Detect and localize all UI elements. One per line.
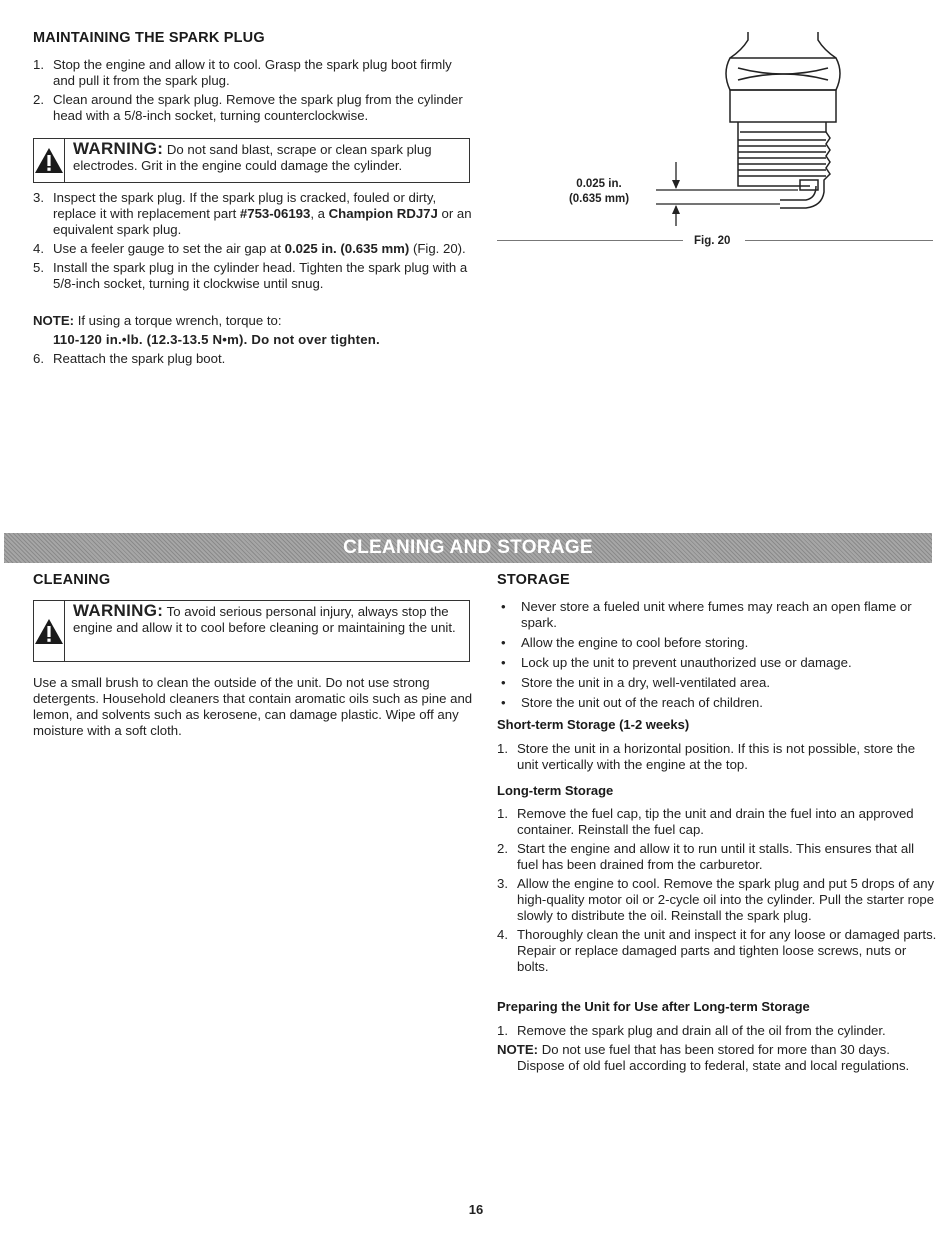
short-term-steps xyxy=(497,741,937,776)
spark-plug-steps-b xyxy=(33,190,473,295)
section-banner: CLEANING AND STORAGE xyxy=(4,533,932,563)
list-item: 1. Remove the spark plug and drain all of the oil from the cylinder. xyxy=(497,1023,886,1038)
list-item: • Allow the engine to cool before storing. xyxy=(501,635,749,650)
subheading-preparing: Preparing the Unit for Use after Long-term Storage xyxy=(497,999,810,1014)
warning-triangle-icon xyxy=(34,601,65,661)
figure-rule-left xyxy=(497,240,683,241)
torque-note: NOTE: If using a torque wrench, torque to: 110-120 in.•lb. (12.3-13.5 N•m). Do not over tighten. 6. Reattach the spark plug boot. xyxy=(33,313,473,370)
list-item: • Store the unit out of the reach of children. xyxy=(501,695,763,710)
cleaning-body: Use a small brush to clean the outside of the unit. Do not use strong detergents. Household cleaners that contain aromatic oils such as pine and lemon, and solvents such as kerosene, can damage plastic. Wipe off any moisture with a soft cloth. xyxy=(33,675,473,738)
long-term-steps xyxy=(497,806,937,978)
subheading-long-term: Long-term Storage xyxy=(497,783,614,798)
list-item: 1. Remove the fuel cap, tip the unit and drain the fuel into an approved container. Reinstall the fuel cap. xyxy=(497,806,914,837)
warning-text: WARNING: Do not sand blast, scrape or clean spark plug electrodes. Grit in the engine could damage the cylinder. xyxy=(73,139,432,173)
list-item: 2. Start the engine and allow it to run until it stalls. This ensures that all fuel has been drained from the carburetor. xyxy=(497,841,915,872)
warning-box-spark-plug xyxy=(33,138,470,183)
subheading-short-term: Short-term Storage (1-2 weeks) xyxy=(497,717,690,732)
list-item: 1. Store the unit in a horizontal position. If this is not possible, store the unit vertically with the engine at the top. xyxy=(497,741,916,772)
spark-plug-steps-a xyxy=(33,57,473,127)
list-item: 3. Allow the engine to cool. Remove the spark plug and put 5 drops of any high-quality motor oil or 2-cycle oil into the cylinder. Pull the starter rope slowly to distribute the oil. Reinstall the spark plug. xyxy=(497,876,935,923)
list-item: 2. Clean around the spark plug. Remove the spark plug from the cylinder head with a 5/8-inch socket, turning counterclockwise. xyxy=(33,92,463,123)
list-item: 1. Stop the engine and allow it to cool. Grasp the spark plug boot firmly and pull it from the spark plug. xyxy=(33,57,452,88)
warning-text: WARNING: To avoid serious personal injury, always stop the engine and allow it to cool before cleaning or maintaining the unit. xyxy=(73,601,456,635)
section-heading-cleaning: CLEANING xyxy=(33,572,111,588)
list-item: • Never store a fueled unit where fumes may reach an open flame or spark. xyxy=(501,599,912,630)
figure-rule-right xyxy=(745,240,933,241)
gap-dimension-label: 0.025 in. (0.635 mm) xyxy=(568,178,630,205)
storage-bullets xyxy=(497,599,937,715)
list-item: 5. Install the spark plug in the cylinder head. Tighten the spark plug with a 5/8-inch socket, turning it clockwise until snug. xyxy=(33,260,468,291)
list-item: • Store the unit in a dry, well-ventilated area. xyxy=(501,675,770,690)
preparing-note: NOTE: Do not use fuel that has been stored for more than 30 days. Dispose of old fuel according to federal, state and local regulations. xyxy=(497,1042,910,1073)
torque-spec: 110-120 in.•lb. (12.3-13.5 N•m). Do not over tighten. xyxy=(53,332,380,347)
figure-label: Fig. 20 xyxy=(694,235,731,247)
list-item: 4. Use a feeler gauge to set the air gap at 0.025 in. (0.635 mm) (Fig. 20). xyxy=(33,241,466,256)
preparing-steps xyxy=(497,1023,937,1042)
list-item: • Lock up the unit to prevent unauthorized use or damage. xyxy=(501,655,852,670)
warning-triangle-icon xyxy=(34,139,65,182)
list-item: 6. Reattach the spark plug boot. xyxy=(33,351,226,366)
warning-box-cleaning xyxy=(33,600,470,662)
section-heading-spark-plug: MAINTAINING THE SPARK PLUG xyxy=(33,30,265,46)
list-item: 4. Thoroughly clean the unit and inspect it for any loose or damaged parts. Repair or replace damaged parts and tighten loose screws, nuts or bolts. xyxy=(497,927,937,974)
spark-plug-diagram xyxy=(630,28,860,233)
page-number: 16 xyxy=(468,1202,484,1217)
list-item: 3. Inspect the spark plug. If the spark plug is cracked, fouled or dirty, replace it with replacement part #753-06193, a Champion RDJ7J or an equivalent spark plug. xyxy=(33,190,472,237)
section-heading-storage: STORAGE xyxy=(497,572,570,588)
